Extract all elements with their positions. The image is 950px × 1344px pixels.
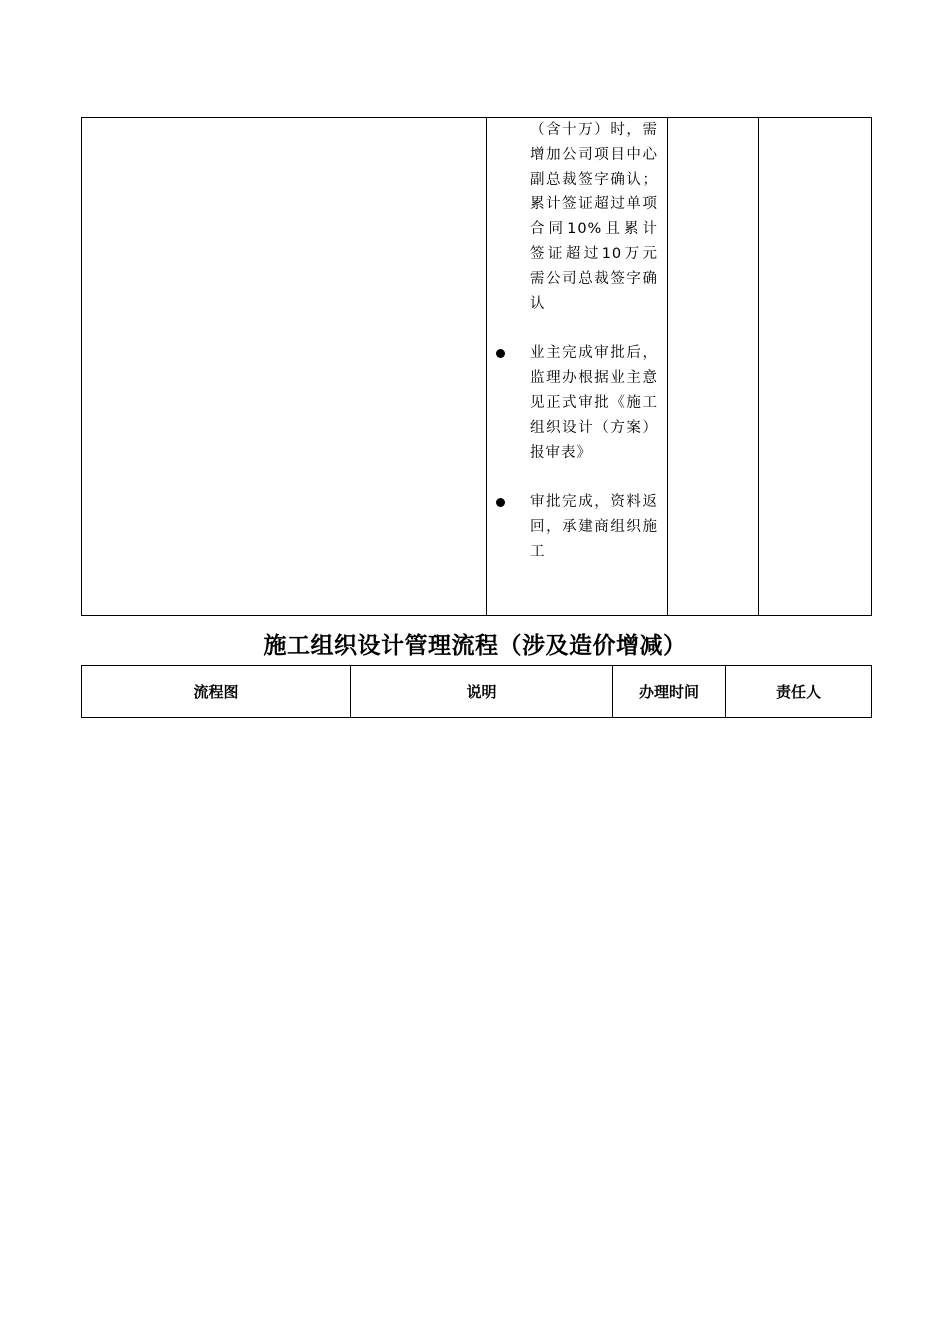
table-row (82, 118, 872, 616)
description-bullet-1 (530, 341, 658, 465)
processing-time-cell (668, 118, 759, 616)
header-processing-time: 办理时间 (613, 666, 726, 718)
bullet-icon (496, 349, 505, 358)
page-title: 施工组织设计管理流程（涉及造价增减） (263, 633, 687, 659)
header-flowchart: 流程图 (82, 666, 351, 718)
process-table-header (81, 665, 872, 718)
header-description: 说明 (351, 666, 613, 718)
flowchart-cell (82, 118, 487, 616)
bullet-text: 业主完成审批后，监理办根据业主意见正式审批《施工组织设计（方案）报审表》 (530, 345, 658, 461)
continuation-table (81, 117, 872, 616)
bullet-icon (496, 498, 505, 507)
description-bullet-2 (530, 490, 658, 564)
bullet-text: 审批完成，资料返回，承建商组织施工 (530, 494, 658, 560)
description-lead-text: （含十万）时，需增加公司项目中心副总裁签字确认；累计签证超过单项合同10%且累计签证超过10万元需公司总裁签字确认 (530, 122, 658, 312)
header-responsible-person: 责任人 (726, 666, 872, 718)
table-header-row (82, 666, 872, 718)
responsible-person-cell (759, 118, 872, 616)
description-cell (487, 118, 668, 616)
